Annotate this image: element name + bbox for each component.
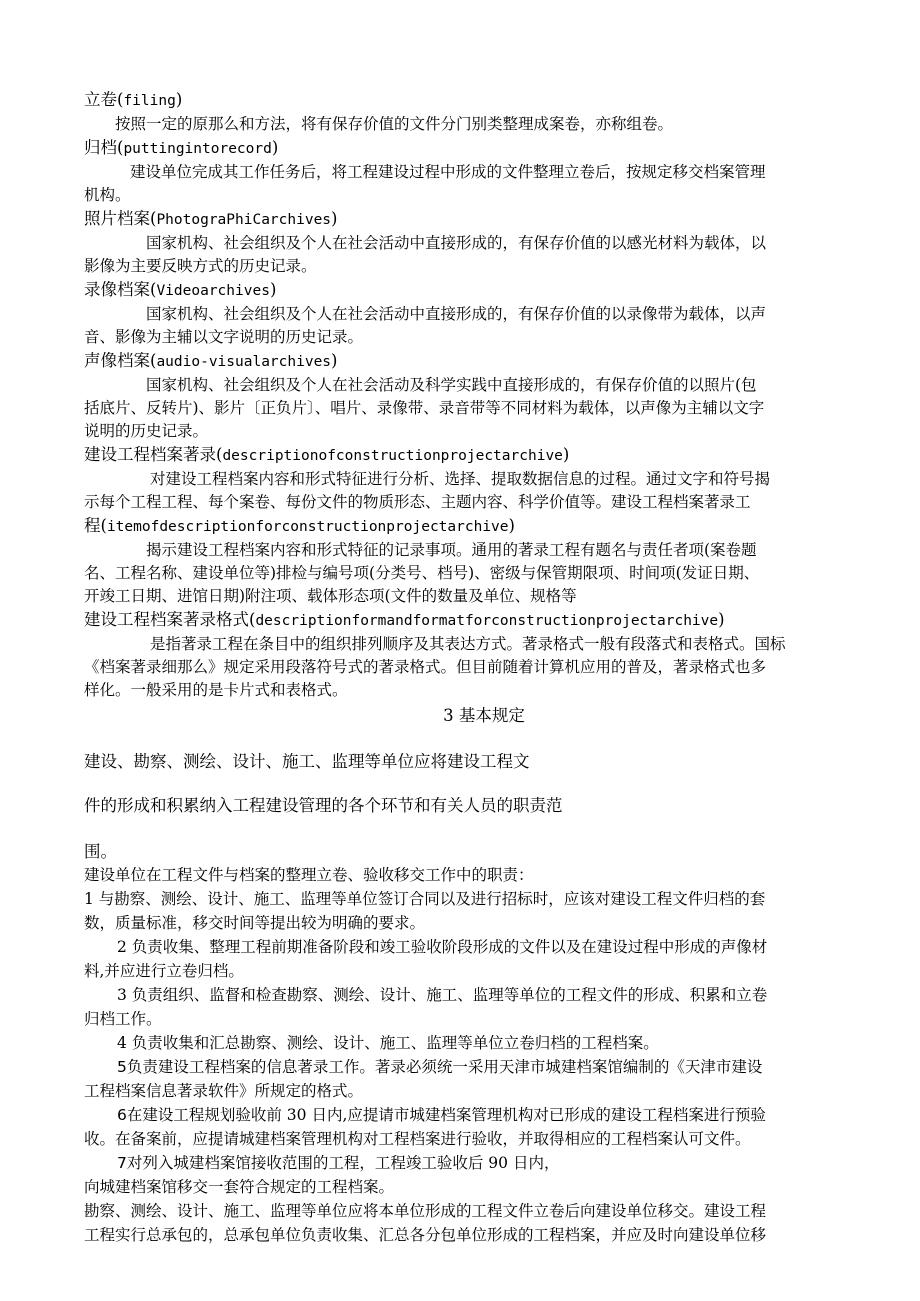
term-photo-archives: 照片档案(PhotograPhiCarchives): [84, 209, 338, 228]
duty-item-3-line-2: 归档工作。: [84, 1010, 162, 1028]
item-definition-line-3: 开竣工日期、进馆日期)附注项、载体形态项(文件的数量及单位、规格等: [84, 587, 577, 605]
section-heading: 3 基本规定: [443, 706, 525, 725]
transfer-paragraph-line-1: 勘察、测绘、设计、施工、监理等单位应将本单位形成的工程文件立卷后向建设单位移交。建设工程: [84, 1202, 767, 1220]
section-paragraph-line-1: 建设、勘察、测绘、设计、施工、监理等单位应将建设工程文: [84, 752, 530, 771]
duty-item-1: [84, 887, 844, 935]
av-definition-line-2: 括底片、反转片)、影片〔正负片〕、唱片、录像带、录音带等不同材料为载体，以声像为主辅以文字: [84, 399, 765, 417]
term-filing: 立卷(filing): [84, 90, 183, 109]
term-audio-visual-archives: 声像档案(audio-visualarchives): [84, 351, 338, 370]
duty-item-7-line-1: 7对列入城建档案馆接收范围的工程，工程竣工验收后 90 日内，: [117, 1154, 560, 1172]
term-description-item: 程(itemofdescriptionforconstructionprojectarchive): [84, 516, 515, 535]
av-definition-line-3: 说明的历史记录。: [84, 422, 209, 440]
format-definition-line-3: 样化。一般采用的是卡片式和表格式。: [84, 681, 348, 699]
transfer-paragraph-line-2: 工程实行总承包的，总承包单位负责收集、汇总各分包单位形成的工程档案，并应及时向建设单位移: [84, 1226, 767, 1244]
video-definition-line-2: 音、影像为主辅以文字说明的历史记录。: [84, 328, 364, 346]
duty-item-5-line-1: 5负责建设工程档案的信息著录工作。著录必须统一采用天津市城建档案馆编制的《天津市建设: [117, 1058, 763, 1076]
video-definition-line-1: 国家机构、社会组织及个人在社会活动中直接形成的，有保存价值的以录像带为载体，以声: [146, 305, 767, 323]
duty-item-2-line-1: 2 负责收集、整理工程前期准备阶段和竣工验收阶段形成的文件以及在建设过程中形成的声像材: [117, 938, 768, 956]
duty-item-3-line-1: 3 负责组织、监督和检查勘察、测绘、设计、施工、监理等单位的工程文件的形成、积累和立卷: [117, 986, 768, 1004]
term-description-format: 建设工程档案著录格式(descriptionformandformatforconstructionprojectarchive): [84, 610, 725, 629]
item-definition-line-1: 揭示建设工程档案内容和形式特征的记录事项。通用的著录工程有题名与责任者项(案卷题: [146, 541, 757, 559]
record-definition-line-2: 机构。: [84, 186, 131, 204]
format-definition-line-2: 《档案著录细那么》规定采用段落符号式的著录格式。但目前随着计算机应用的普及，著录格式也多: [84, 658, 767, 676]
duty-intro: 建设单位在工程文件与档案的整理立卷、验收移交工作中的职责：: [84, 866, 534, 884]
term-record: 归档(puttingintorecord): [84, 138, 279, 157]
duty-item-5-line-2: 工程档案信息著录软件》所规定的格式。: [84, 1082, 364, 1100]
photo-definition-line-1: 国家机构、社会组织及个人在社会活动中直接形成的，有保存价值的以感光材料为载体，以: [146, 234, 767, 252]
duty-item-7-line-2: 向城建档案馆移交一套符合规定的工程档案。: [84, 1178, 395, 1196]
record-definition-line-1: 建设单位完成其工作任务后，将工程建设过程中形成的文件整理立卷后，按规定移交档案管理: [130, 163, 766, 181]
section-paragraph-line-2: 件的形成和积累纳入工程建设管理的各个环节和有关人员的职责范: [84, 796, 563, 815]
av-definition-line-1: 国家机构、社会组织及个人在社会活动及科学实践中直接形成的，有保存价值的以照片(包: [146, 376, 757, 394]
duty-item-5: [84, 1055, 844, 1103]
duty-item-4: 4 负责收集和汇总勘察、测绘、设计、施工、监理等单位立卷归档的工程档案。: [117, 1034, 659, 1052]
filing-definition: 按照一定的原那么和方法，将有保存价值的文件分门别类整理成案卷，亦称组卷。: [115, 115, 674, 133]
document-page: [84, 88, 844, 1247]
desc-definition-line-2: 示每个工程工程、每个案卷、每份文件的物质形态、主题内容、科学价值等。建设工程档案著录工: [84, 493, 751, 511]
duty-item-6: [84, 1103, 844, 1151]
term-video-archives: 录像档案(Videoarchives): [84, 280, 277, 299]
duty-item-6-line-2: 收。在备案前，应提请城建档案管理机构对工程档案进行验收，并取得相应的工程档案认可文件。: [84, 1130, 751, 1148]
duty-item-1-line-1: 1 与勘察、测绘、设计、施工、监理等单位签订合同以及进行招标时，应该对建设工程文件归档的套: [84, 890, 766, 908]
section-paragraph-line-3: 围。: [84, 842, 117, 861]
duty-item-2-line-2: 料,并应进行立卷归档。: [84, 962, 244, 980]
photo-definition-line-2: 影像为主要反映方式的历史记录。: [84, 257, 317, 275]
duty-item-7: [84, 1151, 844, 1199]
term-archive-description: 建设工程档案著录(descriptionofconstructionprojectarchive): [84, 445, 570, 464]
format-definition-line-1: 是指著录工程在条目中的组织排列顺序及其表达方式。著录格式一般有段落式和表格式。国标: [150, 635, 786, 653]
duty-item-3: [84, 983, 844, 1031]
desc-definition-line-1: 对建设工程档案内容和形式特征进行分析、选择、提取数据信息的过程。通过文字和符号揭: [150, 470, 771, 488]
duty-item-1-line-2: 数，质量标准，移交时间等提出较为明确的要求。: [84, 914, 426, 932]
item-definition-line-2: 名、工程名称、建设单位等)排检与编号项(分类号、档号)、密级与保管期限项、时间项(发证日期、: [84, 564, 760, 582]
duty-item-2: [84, 935, 844, 983]
duty-item-6-line-1: 6在建设工程规划验收前 30 日内,应提请市城建档案管理机构对已形成的建设工程档案进行预验: [117, 1106, 766, 1124]
